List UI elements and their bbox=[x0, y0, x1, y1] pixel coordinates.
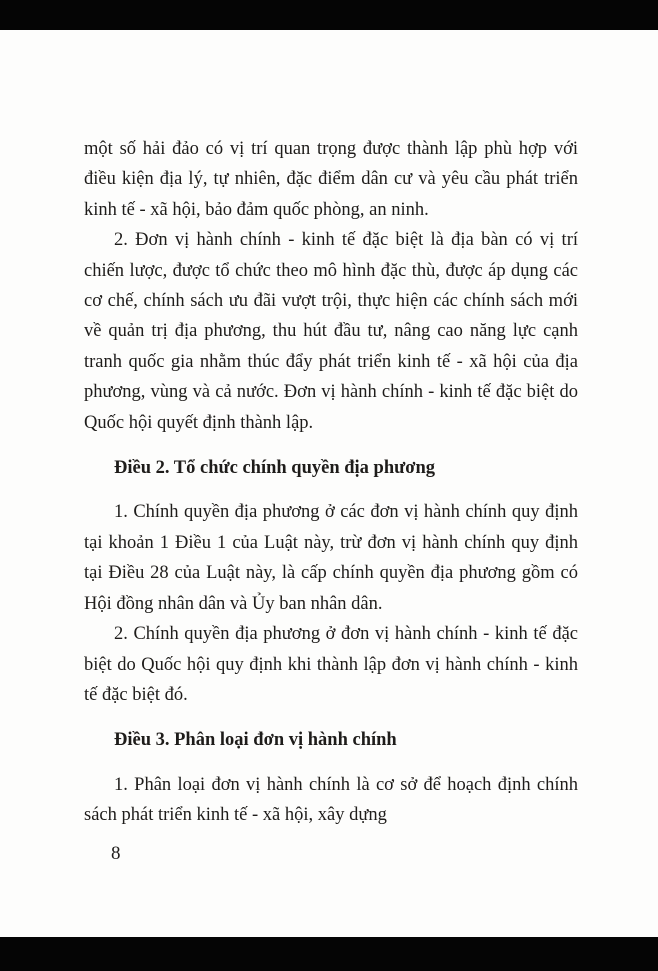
paragraph-item-2: 2. Đơn vị hành chính - kinh tế đặc biệt là địa bàn có vị trí chiến lược, được tổ chức theo mô hình đặc thù, được áp dụng các cơ chế, chính sách ưu đãi vượt trội, thực hiện các chính sách mới về quản trị địa phương, thu hút đầu tư, nâng cao năng lực cạnh tranh quốc gia nhằm thúc đẩy phát triển kinh tế - xã hội của địa phương, vùng và cả nước. Đơn vị hành chính - kinh tế đặc biệt do Quốc hội quyết định thành lập. bbox=[84, 230, 578, 433]
scan-artifact-bar-bottom bbox=[0, 937, 658, 971]
paragraph-article2-clause2: 2. Chính quyền địa phương ở đơn vị hành chính - kinh tế đặc biệt do Quốc hội quy định khi thành lập đơn vị hành chính - kinh tế đặc biệt đó. bbox=[84, 624, 578, 705]
page-text-area bbox=[84, 134, 578, 831]
paragraph-article3-clause1: 1. Phân loại đơn vị hành chính là cơ sở để hoạch định chính sách phát triển kinh tế - xã hội, xây dựng bbox=[84, 774, 578, 826]
article-2-heading: Điều 2. Tổ chức chính quyền địa phương bbox=[114, 458, 436, 479]
page-number: 8 bbox=[111, 843, 121, 864]
article-3-heading: Điều 3. Phân loại đơn vị hành chính bbox=[114, 730, 397, 751]
paragraph-continuation: một số hải đảo có vị trí quan trọng được thành lập phù hợp với điều kiện địa lý, tự nhiên, đặc điểm dân cư và yêu cầu phát triển kinh tế - xã hội, bảo đảm quốc phòng, an ninh. bbox=[84, 139, 578, 220]
paragraph-article2-clause1: 1. Chính quyền địa phương ở các đơn vị hành chính quy định tại khoản 1 Điều 1 của Luật này, trừ đơn vị hành chính quy định tại Điều 28 của Luật này, là cấp chính quyền địa phương gồm có Hội đồng nhân dân và Ủy ban nhân dân. bbox=[84, 502, 578, 614]
scan-artifact-bar-top bbox=[0, 0, 658, 30]
